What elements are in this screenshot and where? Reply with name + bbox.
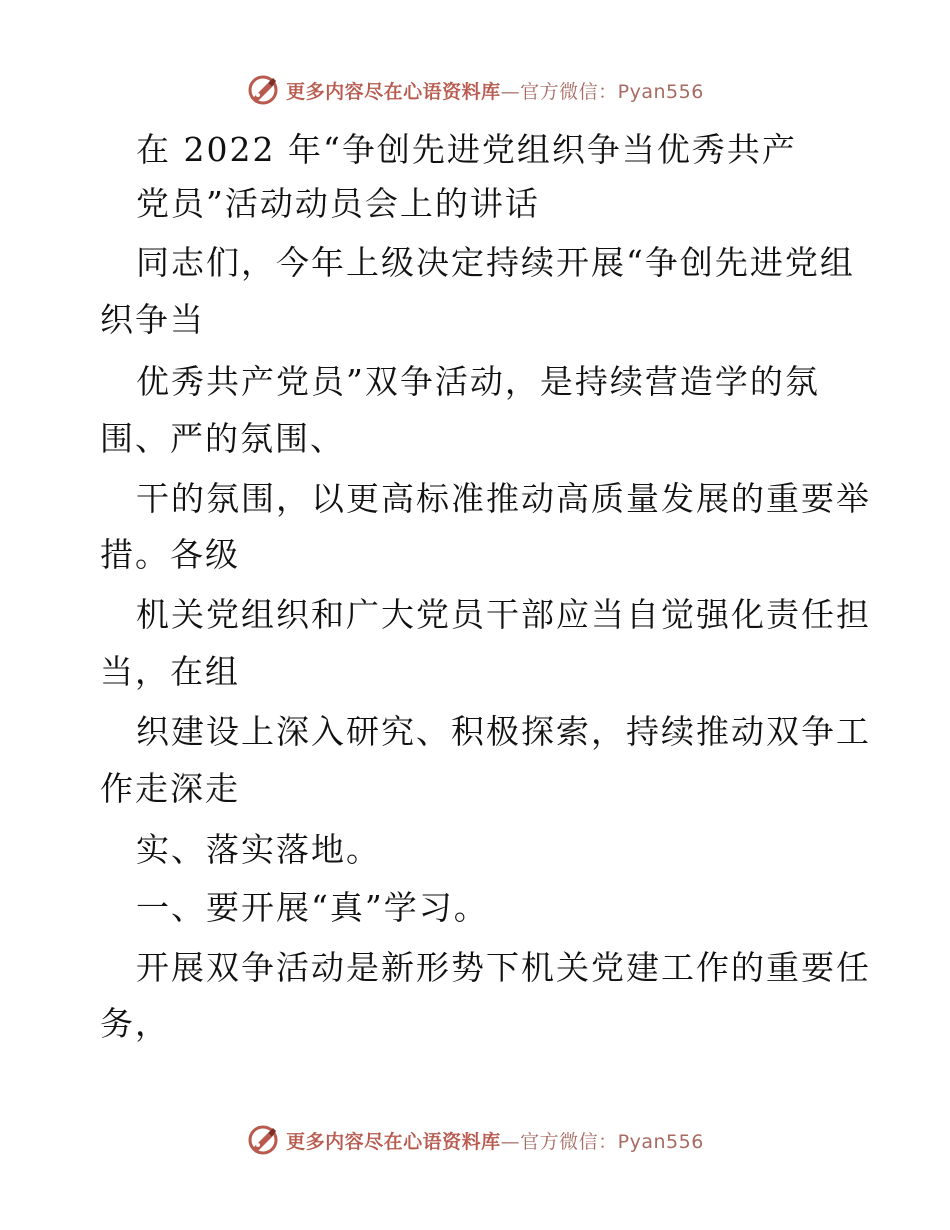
title-line-2: 党员”活动动员会上的讲话: [136, 184, 540, 223]
section-heading: 一、要开展“真”学习。: [136, 888, 489, 927]
paragraph-line: 织建设上深入研究、积极探索，持续推动双争工: [136, 712, 871, 751]
paragraph-line: 优秀共产党员”双争活动，是持续营造学的氛: [136, 362, 820, 401]
watermark-main: 更多内容尽在心语资料库: [286, 80, 501, 103]
paragraph-line: 作走深走: [100, 769, 240, 808]
paragraph-line: 措。各级: [100, 535, 240, 574]
paragraph-line: 围、严的氛围、: [100, 419, 345, 458]
title-line-1: 在 2022 年“争创先进党组织争当优秀共产: [136, 130, 797, 169]
footer-watermark: [0, 1120, 950, 1160]
paragraph-line: 干的氛围，以更高标准推动高质量发展的重要举: [136, 479, 871, 518]
paragraph-line: 务，: [100, 1004, 170, 1043]
watermark-main: 更多内容尽在心语资料库: [286, 1130, 501, 1153]
watermark-dash: —: [500, 1130, 521, 1153]
paragraph-line: 实、落实落地。: [136, 830, 381, 869]
watermark-dash: —: [500, 80, 521, 103]
watermark-text: [286, 1127, 704, 1154]
paragraph-line: 同志们，今年上级决定持续开展“争创先进党组: [136, 243, 855, 282]
paragraph-line: 机关党组织和广大党员干部应当自觉强化责任担: [136, 595, 871, 634]
paragraph-line: 当，在组: [100, 652, 240, 691]
paragraph-line: 织争当: [100, 300, 205, 339]
watermark-sub: 官方微信：Pyan556: [520, 1130, 704, 1153]
watermark-text: [286, 77, 704, 104]
pen-logo-icon: [246, 73, 280, 107]
header-watermark: [0, 70, 950, 110]
paragraph-line: 开展双争活动是新形势下机关党建工作的重要任: [136, 948, 871, 987]
watermark-sub: 官方微信：Pyan556: [520, 80, 704, 103]
pen-logo-icon: [246, 1123, 280, 1157]
